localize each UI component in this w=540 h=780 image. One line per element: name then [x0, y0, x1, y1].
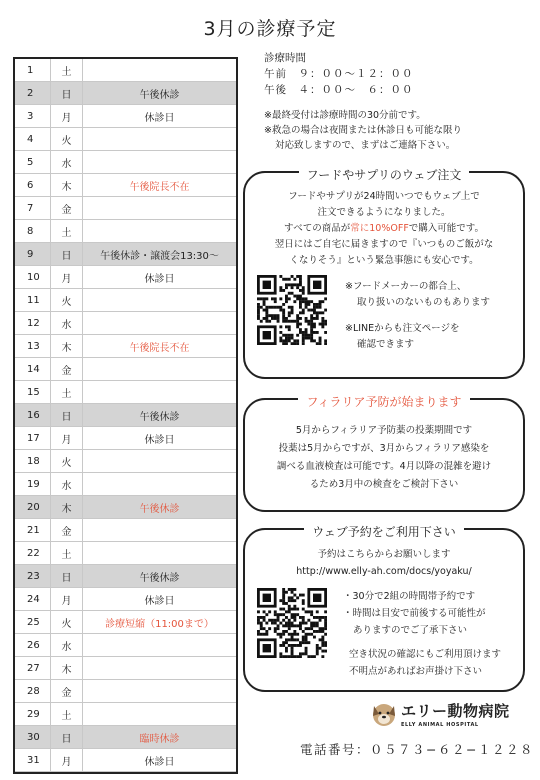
calendar-note	[83, 680, 236, 702]
hospital-logo	[370, 700, 510, 728]
calendar-day: 22	[15, 542, 51, 564]
calendar-day: 11	[15, 289, 51, 311]
calendar-weekday: 土	[51, 703, 83, 725]
calendar-weekday: 木	[51, 657, 83, 679]
calendar-row	[15, 59, 236, 82]
calendar-row	[15, 749, 236, 772]
note-line: ※救急の場合は夜間または休診日も可能な限り	[264, 125, 462, 136]
web-reservation-box	[243, 525, 525, 692]
calendar-day: 2	[15, 82, 51, 104]
calendar-row	[15, 634, 236, 657]
hospital-name: エリー動物病院	[401, 702, 510, 720]
calendar-note	[83, 657, 236, 679]
web-footer-text: 空き状況の確認にもご利用頂けます 不明点があればお声掛け下さい	[349, 649, 502, 677]
calendar-row	[15, 680, 236, 703]
calendar-day: 8	[15, 220, 51, 242]
dog-logo-icon	[370, 700, 398, 728]
calendar-day: 19	[15, 473, 51, 495]
calendar-row	[15, 496, 236, 519]
calendar-weekday: 日	[51, 82, 83, 104]
calendar-weekday: 水	[51, 634, 83, 656]
web-qr-code-icon[interactable]	[257, 588, 327, 658]
reservation-url[interactable]: http://www.elly-ah.com/docs/yoyaku/	[296, 566, 472, 577]
calendar-weekday: 土	[51, 381, 83, 403]
calendar-row	[15, 174, 236, 197]
calendar-row	[15, 243, 236, 266]
calendar-note	[83, 59, 236, 81]
calendar-day: 15	[15, 381, 51, 403]
hours-am: 午前 ９：００〜１２：００	[264, 68, 414, 80]
calendar-day: 17	[15, 427, 51, 449]
calendar-weekday: 金	[51, 197, 83, 219]
calendar-row	[15, 312, 236, 335]
calendar-weekday: 水	[51, 151, 83, 173]
calendar-weekday: 土	[51, 542, 83, 564]
calendar-day: 1	[15, 59, 51, 81]
web-box-title: ウェブ予約をご利用下さい	[245, 521, 523, 540]
calendar-row	[15, 197, 236, 220]
calendar-row	[15, 565, 236, 588]
calendar-weekday: 水	[51, 312, 83, 334]
hours-label: 診療時間	[264, 52, 306, 64]
calendar-row	[15, 703, 236, 726]
web-text: 予約はこちらからお願いします http://www.elly-ah.com/docs/yoyaku/	[249, 546, 519, 580]
hospital-subtitle: ELLY ANIMAL HOSPITAL	[401, 722, 479, 728]
calendar-row	[15, 220, 236, 243]
calendar-weekday: 月	[51, 266, 83, 288]
calendar-weekday: 日	[51, 404, 83, 426]
calendar-note	[83, 381, 236, 403]
calendar-day: 6	[15, 174, 51, 196]
calendar-weekday: 木	[51, 174, 83, 196]
calendar-weekday: 火	[51, 611, 83, 633]
calendar-note	[83, 542, 236, 564]
note-line: 対応致しますので、まずはご連絡下さい。	[275, 140, 456, 151]
calendar-row	[15, 427, 236, 450]
calendar-note: 午後休診・譲渡会13:30〜	[100, 250, 219, 262]
calendar-note: 休診日	[144, 112, 175, 124]
calendar-weekday: 月	[51, 588, 83, 610]
calendar-weekday: 金	[51, 358, 83, 380]
calendar-day: 26	[15, 634, 51, 656]
calendar-note: 午後休診	[139, 572, 180, 584]
calendar-row	[15, 266, 236, 289]
calendar-weekday: 金	[51, 680, 83, 702]
calendar-weekday: 日	[51, 726, 83, 748]
calendar-row	[15, 289, 236, 312]
calendar-day: 31	[15, 749, 51, 771]
food-box-title: フードやサプリのウェブ注文	[245, 164, 523, 183]
hours-notes	[264, 108, 462, 153]
calendar-note: 診療短縮（11:00まで）	[105, 618, 214, 630]
calendar-note: 午後休診	[139, 503, 180, 515]
calendar-day: 21	[15, 519, 51, 541]
calendar-weekday: 火	[51, 128, 83, 150]
food-qr-code-icon[interactable]	[257, 275, 327, 345]
calendar-row	[15, 473, 236, 496]
calendar-note	[83, 450, 236, 472]
calendar-weekday: 日	[51, 243, 83, 265]
calendar-row	[15, 105, 236, 128]
calendar-note: 臨時休診	[139, 733, 180, 745]
calendar-day: 27	[15, 657, 51, 679]
calendar-note	[83, 703, 236, 725]
calendar-day: 10	[15, 266, 51, 288]
calendar-day: 24	[15, 588, 51, 610]
calendar-note	[83, 519, 236, 541]
calendar-note: 休診日	[144, 434, 175, 446]
calendar-weekday: 月	[51, 749, 83, 771]
calendar-note: 午後休診	[139, 411, 180, 423]
calendar-day: 20	[15, 496, 51, 518]
clinic-hours	[264, 50, 414, 98]
filaria-box	[243, 395, 525, 512]
calendar-day: 14	[15, 358, 51, 380]
calendar-row	[15, 611, 236, 634]
calendar-weekday: 火	[51, 450, 83, 472]
calendar-day: 23	[15, 565, 51, 587]
calendar-row	[15, 335, 236, 358]
calendar-day: 13	[15, 335, 51, 357]
calendar-weekday: 木	[51, 496, 83, 518]
calendar-weekday: 金	[51, 519, 83, 541]
calendar-day: 4	[15, 128, 51, 150]
calendar-weekday: 月	[51, 427, 83, 449]
calendar-row	[15, 404, 236, 427]
food-order-box	[243, 168, 525, 379]
calendar-day: 3	[15, 105, 51, 127]
calendar-note	[83, 473, 236, 495]
calendar-day: 18	[15, 450, 51, 472]
calendar-row	[15, 358, 236, 381]
calendar-note	[83, 128, 236, 150]
calendar-day: 16	[15, 404, 51, 426]
calendar-row	[15, 542, 236, 565]
calendar-row	[15, 82, 236, 105]
phone-number[interactable]: 電話番号：０５７３−６２−１２２８	[300, 742, 534, 757]
calendar-weekday: 土	[51, 59, 83, 81]
calendar-note	[83, 634, 236, 656]
calendar-day: 29	[15, 703, 51, 725]
calendar-note	[83, 151, 236, 173]
calendar-day: 7	[15, 197, 51, 219]
calendar-weekday: 月	[51, 105, 83, 127]
calendar-note: 午後院長不在	[129, 181, 190, 193]
calendar-row	[15, 128, 236, 151]
calendar-note: 午後休診	[139, 89, 180, 101]
calendar-row	[15, 726, 236, 749]
calendar-row	[15, 657, 236, 680]
web-bullets: ・30分で2組の時間帯予約です ・時間は目安で前後する可能性が ありますのでご了承下さい	[343, 591, 486, 636]
note-line: ※最終受付は診療時間の30分前です。	[264, 110, 426, 121]
calendar-day: 25	[15, 611, 51, 633]
calendar-weekday: 土	[51, 220, 83, 242]
calendar-note: 休診日	[144, 273, 175, 285]
calendar-weekday: 日	[51, 565, 83, 587]
filaria-text: 5月からフィラリア予防薬の投薬期間です 投薬は5月からですが、3月からフィラリア感染を 調べる血液検査は可能です。4月以降の混雑を避け るため3月中の検査をご検討下さい	[276, 425, 492, 490]
calendar-weekday: 火	[51, 289, 83, 311]
calendar-note	[83, 358, 236, 380]
calendar-note	[83, 289, 236, 311]
calendar-note: 午後院長不在	[129, 342, 190, 354]
hours-pm: 午後 ４：００〜 ６：００	[264, 84, 414, 96]
calendar-row	[15, 588, 236, 611]
calendar-weekday: 木	[51, 335, 83, 357]
calendar-day: 9	[15, 243, 51, 265]
calendar-day: 5	[15, 151, 51, 173]
calendar-row	[15, 519, 236, 542]
calendar-table	[13, 57, 238, 774]
page-title: 3月の診療予定	[203, 18, 337, 40]
calendar-row	[15, 450, 236, 473]
calendar-weekday: 水	[51, 473, 83, 495]
calendar-note	[83, 312, 236, 334]
calendar-row	[15, 381, 236, 404]
food-text: フードやサプリが24時間いつでもウェブ上で 注文できるようになりました。 すべての商品が常に10%OFFで購入可能です。 翌日にはご自宅に届きますので『いつものご飯がな くなりそう』という緊急事態にも安心です。	[274, 191, 494, 266]
calendar-day: 28	[15, 680, 51, 702]
food-notes: ※フードメーカーの都合上、 取り扱いのないものもあります ※LINEからも注文ページを 確認できます	[345, 281, 491, 350]
calendar-note	[83, 197, 236, 219]
calendar-day: 30	[15, 726, 51, 748]
calendar-row	[15, 151, 236, 174]
calendar-note: 休診日	[144, 756, 175, 768]
calendar-note: 休診日	[144, 595, 175, 607]
calendar-note	[83, 220, 236, 242]
filaria-box-title: フィラリア予防が始まります	[245, 391, 523, 410]
calendar-day: 12	[15, 312, 51, 334]
